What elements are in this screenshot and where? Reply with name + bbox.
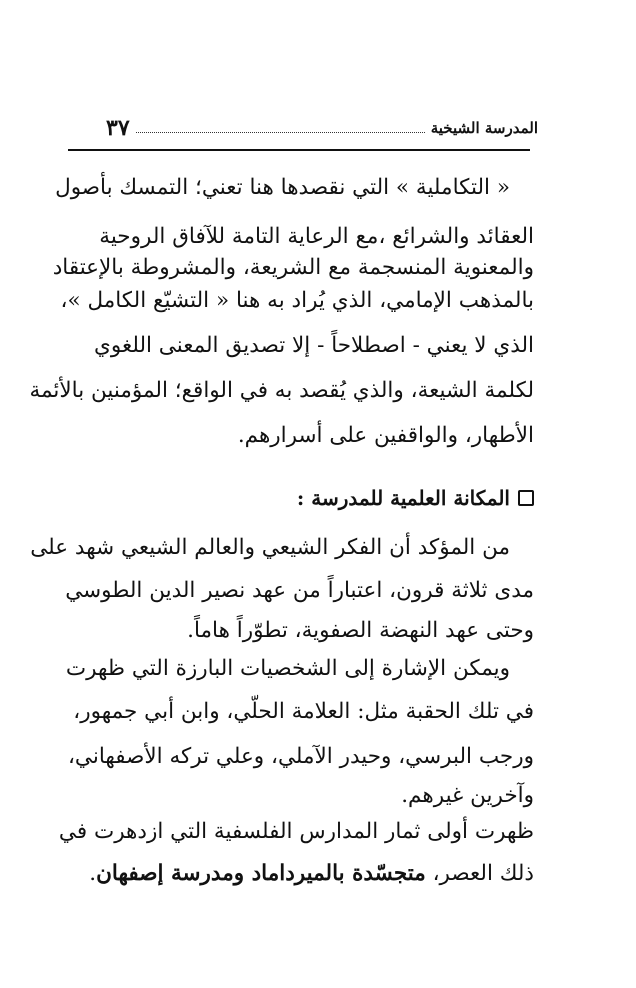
paragraph-1-line-2: العقائد والشرائع ،مع الرعاية التامة للآفاق الروحية <box>99 224 534 249</box>
square-bullet-icon <box>518 490 534 506</box>
paragraph-4-line-2-start: ذلك العصر، <box>425 861 534 886</box>
paragraph-4-line-2 <box>89 850 534 898</box>
paragraph-1-line-1: « التكاملية » التي نقصدها هنا تعني؛ التمسك بأصول <box>55 175 510 200</box>
running-header <box>106 110 538 146</box>
paragraph-1-line-3: والمعنوية المنسجمة مع الشريعة، والمشروطة بالإعتقاد <box>52 255 534 280</box>
paragraph-1-line-4: بالمذهب الإمامي، الذي يُراد به هنا « التشيّع الكامل »، <box>60 288 534 313</box>
paragraph-1-line-6: لكلمة الشيعة، والذي يُقصد به في الواقع؛ المؤمنين بالأئمة <box>29 378 534 403</box>
paragraph-3-line-4: وآخرين غيرهم. <box>401 783 534 808</box>
paragraph-4-line-2-end: . <box>89 861 97 886</box>
header-rule <box>68 149 530 151</box>
page-number: ٣٧ <box>106 115 130 141</box>
paragraph-2-line-2: مدى ثلاثة قرون، اعتباراً من عهد نصير الدين الطوسي <box>65 578 534 603</box>
paragraph-3-line-1: ويمكن الإشارة إلى الشخصيات البارزة التي ظهرت <box>65 656 510 681</box>
header-title: المدرسة الشيخية <box>430 119 538 137</box>
paragraph-4-line-2-bold: متجسّدة بالميرداماد ومدرسة إصفهان <box>96 861 426 886</box>
section-heading-text: المكانة العلمية للمدرسة : <box>296 486 510 510</box>
paragraph-2-line-3: وحتى عهد النهضة الصفوية، تطوّراً هاماً. <box>187 618 534 643</box>
paragraph-4-line-1: ظهرت أولى ثمار المدارس الفلسفية التي ازدهرت في <box>58 819 534 844</box>
paragraph-3-line-2: في تلك الحقبة مثل: العلامة الحلّي، وابن أبي جمهور، <box>73 699 534 724</box>
paragraph-1-line-5: الذي لا يعني - اصطلاحاً - إلا تصديق المعنى اللغوي <box>94 333 534 358</box>
paragraph-1-line-7: الأطهار، والواقفين على أسرارهم. <box>237 423 534 448</box>
dot-leader <box>136 132 425 133</box>
paragraph-2-line-1: من المؤكد أن الفكر الشيعي والعالم الشيعي شهد على <box>30 535 510 560</box>
section-heading <box>106 478 534 518</box>
paragraph-3-line-3: ورجب البرسي، وحيدر الآملي، وعلي تركه الأصفهاني، <box>67 744 534 769</box>
